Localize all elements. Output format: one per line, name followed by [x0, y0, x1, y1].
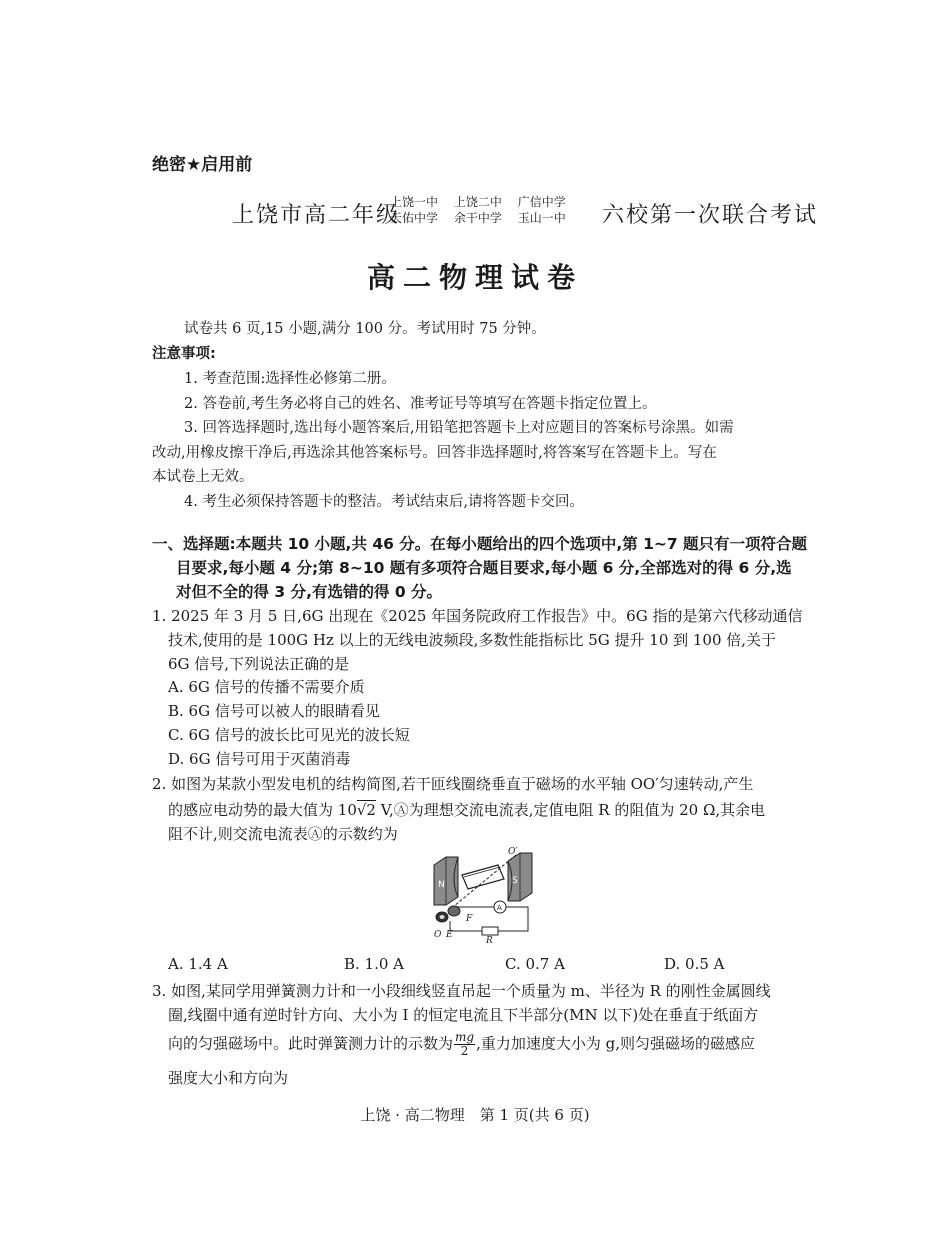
paper-title: 高二物理试卷: [366, 261, 583, 294]
school-list: [390, 194, 578, 226]
confidential-label: 绝密★启用前: [152, 155, 253, 175]
question-1-text: 1. 2025 年 3 月 5 日,6G 出现在《2025 年国务院政府工作报告》中。6G 指的是第六代移动通信: [152, 607, 803, 625]
fraction-denominator: 2: [460, 1044, 469, 1058]
notice-item: 2. 答卷前,考生务必将自己的姓名、准考证号等填写在答题卡指定位置上。: [184, 396, 657, 412]
notice-item: 3. 回答选择题时,选出每小题答案后,用铅笔把答题卡上对应题目的答案标号涂黑。如需: [184, 420, 734, 436]
school-name: 天佑中学: [390, 211, 439, 225]
question-2-option-b: B. 1.0 A: [344, 955, 405, 973]
question-2-option-d: D. 0.5 A: [664, 955, 725, 973]
label-e: E: [446, 930, 453, 940]
question-1-option-c: C. 6G 信号的波长比可见光的波长短: [168, 726, 410, 744]
question-3-text: [168, 1031, 755, 1058]
question-1-option-b: B. 6G 信号可以被人的眼睛看见: [168, 702, 380, 720]
notice-heading: 注意事项:: [152, 346, 216, 362]
section-heading-line: 目要求,每小题 4 分;第 8~10 题有多项符合题目要求,每小题 6 分,全部选对的得 6 分,选: [176, 559, 792, 577]
exam-summary: 试卷共 6 页,15 小题,满分 100 分。考试用时 75 分钟。: [184, 321, 546, 337]
question-3-text: 圈,线圈中通有逆时针方向、大小为 I 的恒定电流且下半部分(MN 以下)处在垂直于纸面方: [168, 1006, 759, 1024]
label-o: O: [434, 930, 442, 940]
school-name: 余干中学: [453, 211, 502, 225]
label-s: S: [512, 876, 518, 886]
section-heading-line: 对但不全的得 3 分,有选错的得 0 分。: [176, 583, 443, 601]
school-column: [454, 194, 502, 226]
notice-item-continued: 改动,用橡皮擦干净后,再选涂其他答案标号。回答非选择题时,将答案写在答题卡上。写在: [152, 445, 717, 461]
question-1-text: 6G 信号,下列说法正确的是: [168, 655, 350, 673]
school-name: 上饶一中: [390, 195, 439, 209]
school-column: [390, 194, 438, 226]
page-footer: 上饶 · 高二物理 第 1 页(共 6 页): [360, 1106, 590, 1124]
label-f: F: [466, 914, 473, 924]
section-heading-line: 一、选择题:本题共 10 小题,共 46 分。在每小题给出的四个选项中,第 1~7 题只有一项符合题: [152, 535, 808, 553]
question-3-text-part: 向的匀强磁场中。此时弹簧测力计的示数为: [168, 1034, 454, 1053]
question-2-option-c: C. 0.7 A: [505, 955, 565, 973]
notice-item: 4. 考生必须保持答题卡的整洁。考试结束后,请将答题卡交回。: [184, 494, 585, 510]
question-2-text-part: 的感应电动势的最大值为 10: [168, 801, 357, 819]
exam-name: 六校第一次联合考试: [602, 203, 819, 228]
label-o-prime: O′: [508, 847, 518, 857]
question-2-text: [168, 798, 765, 822]
question-1-option-a: A. 6G 信号的传播不需要介质: [168, 678, 365, 696]
question-3-text: 3. 如图,某同学用弹簧测力计和一小段细线竖直吊起一个质量为 m、半径为 R 的刚性金属圆线: [152, 982, 771, 1000]
notice-item-continued: 本试卷上无效。: [152, 469, 254, 485]
school-name: 玉山一中: [517, 211, 566, 225]
question-2-text-part: V,Ⓐ为理想交流电流表,定值电阻 R 的阻值为 20 Ω,其余电: [375, 801, 766, 819]
fraction-mg-over-2: [454, 1031, 475, 1058]
question-2-option-a: A. 1.4 A: [168, 955, 228, 973]
city-grade: 上饶市高二年级: [232, 203, 401, 228]
question-3-text: 强度大小和方向为: [168, 1069, 289, 1087]
school-name: 广信中学: [517, 195, 566, 209]
label-n: N: [438, 880, 445, 890]
notice-item: 1. 考查范围:选择性必修第二册。: [184, 371, 396, 387]
label-r: R: [486, 936, 493, 943]
generator-diagram: [428, 845, 538, 943]
question-1-text: 技术,使用的是 100G Hz 以上的无线电波频段,多数性能指标比 5G 提升 10 到 100 倍,关于: [168, 631, 777, 649]
fraction-numerator: mg: [455, 1030, 475, 1044]
question-1-option-d: D. 6G 信号可用于灭菌消毒: [168, 750, 351, 768]
question-3-text-part: ,重力加速度大小为 g,则匀强磁场的磁感应: [476, 1034, 755, 1053]
sqrt-two: √2: [356, 801, 376, 819]
school-column: [518, 194, 566, 226]
question-2-text: 2. 如图为某款小型发电机的结构简图,若干匝线圈绕垂直于磁场的水平轴 OO′匀速转动,产生: [152, 775, 754, 793]
question-2-text: 阻不计,则交流电流表Ⓐ的示数约为: [168, 825, 398, 843]
label-ammeter: A: [497, 904, 502, 912]
school-name: 上饶二中: [453, 195, 502, 209]
